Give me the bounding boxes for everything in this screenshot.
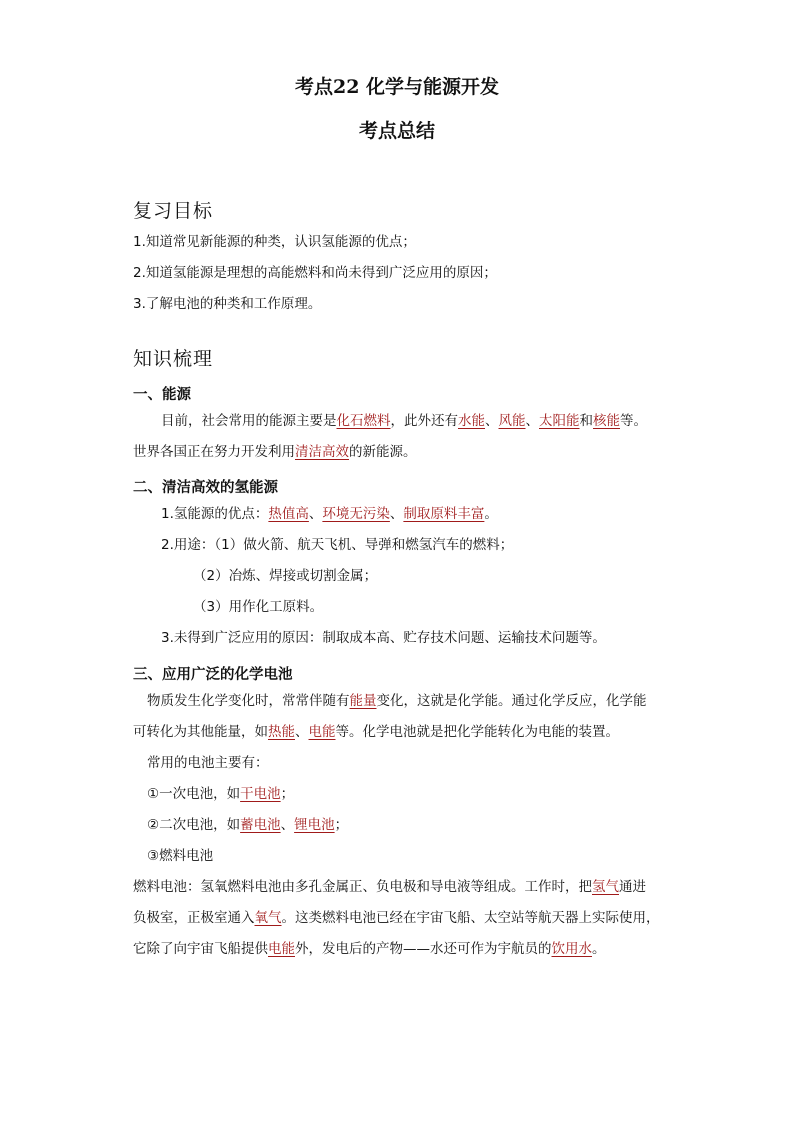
review-item-1: 1.知道常见新能源的种类，认识氢能源的优点；: [133, 234, 416, 250]
section-3-line-1: [147, 695, 647, 709]
section-3-line-2: [133, 726, 619, 740]
text-run: 目前，社会常用的能源主要是: [161, 413, 337, 429]
answer-blank: 风能: [498, 413, 526, 429]
section-3-line-8: [133, 912, 660, 926]
section-3-line-3: 常用的电池主要有：: [147, 755, 269, 771]
text-run: 、: [485, 413, 499, 429]
answer-blank: 热值高: [268, 506, 309, 522]
section-3-line-9: [133, 943, 606, 957]
review-heading: 复习目标: [133, 200, 214, 222]
text-run: 负极室，正极室通入: [133, 910, 255, 926]
section-1-line-2: [133, 446, 417, 460]
knowledge-heading: 知识梳理: [133, 348, 214, 370]
text-run: 变化，这就是化学能。通过化学反应，化学能: [376, 693, 647, 709]
answer-blank: 热能: [268, 724, 295, 740]
section-3-line-5: [147, 819, 348, 833]
answer-blank: 饮用水: [551, 941, 592, 957]
section-1-heading: 一、能源: [133, 387, 191, 403]
answer-blank: 锂电池: [294, 817, 335, 833]
section-2-line-2: 2.用途：（1）做火箭、航天飞机、导弹和燃氢汽车的燃料；: [161, 537, 514, 553]
section-3-heading: 三、应用广泛的化学电池: [133, 667, 293, 683]
section-3-line-7: [133, 881, 646, 895]
text-run: ，此外还有: [390, 413, 458, 429]
text-run: 。: [592, 941, 606, 957]
answer-blank: 能量: [349, 693, 377, 709]
text-run: 燃料电池：氢氧燃料电池由多孔金属正、负电极和导电液等组成。工作时，把: [133, 879, 592, 895]
answer-blank: 电能: [308, 724, 336, 740]
answer-blank: 干电池: [240, 786, 281, 802]
review-item-3: 3.了解电池的种类和工作原理。: [133, 296, 322, 312]
text-run: 它除了向宇宙飞船提供: [133, 941, 268, 957]
answer-blank: 核能: [593, 413, 620, 429]
text-run: 世界各国正在努力开发利用: [133, 444, 295, 460]
section-2-line-4: （3）用作化工原料。: [193, 599, 324, 615]
text-run: 等。: [620, 413, 647, 429]
text-run: 。: [484, 506, 498, 522]
answer-blank: 太阳能: [539, 413, 580, 429]
answer-blank: 制取原料丰富: [403, 506, 485, 522]
text-run: 外，发电后的产物——水还可作为宇航员的: [295, 941, 552, 957]
text-run: 、: [308, 506, 323, 522]
text-run: 和: [579, 413, 593, 429]
section-3-line-6: ③燃料电池: [147, 848, 214, 864]
text-run: 。这类燃料电池已经在宇宙飞船、太空站等航天器上实际使用，: [281, 910, 660, 926]
answer-blank: 水能: [458, 413, 485, 429]
section-1-line-1: [161, 415, 647, 429]
text-run: ；: [280, 786, 295, 802]
document-title: 考点22 化学与能源开发: [294, 76, 500, 98]
answer-blank: 氧气: [254, 910, 282, 926]
text-run: 通进: [619, 879, 646, 895]
review-item-2: 2.知道氢能源是理想的高能燃料和尚未得到广泛应用的原因；: [133, 265, 497, 281]
text-run: ；: [334, 817, 349, 833]
text-run: ①一次电池，如: [147, 786, 241, 802]
text-run: 1.氢能源的优点：: [161, 506, 269, 522]
answer-blank: 环境无污染: [322, 506, 390, 522]
text-run: 物质发生化学变化时，常常伴随有: [147, 693, 350, 709]
answer-blank: 氢气: [592, 879, 619, 895]
text-run: 的新能源。: [349, 444, 417, 460]
section-2-line-3: （2）冶炼、焊接或切割金属；: [193, 568, 378, 584]
text-run: 等。化学电池就是把化学能转化为电能的装置。: [335, 724, 619, 740]
text-run: 、: [525, 413, 539, 429]
answer-blank: 清洁高效: [295, 444, 349, 460]
text-run: ②二次电池，如: [147, 817, 241, 833]
text-run: 、: [280, 817, 295, 833]
answer-blank: 电能: [268, 941, 295, 957]
section-2-line-1: [161, 508, 498, 522]
text-run: 、: [295, 724, 309, 740]
section-2-line-5: 3.未得到广泛应用的原因：制取成本高、贮存技术问题、运输技术问题等。: [161, 630, 606, 646]
section-3-line-4: [147, 788, 294, 802]
document-subtitle: 考点总结: [358, 120, 435, 142]
answer-blank: 化石燃料: [336, 413, 391, 429]
answer-blank: 蓄电池: [240, 817, 281, 833]
section-2-heading: 二、清洁高效的氢能源: [133, 480, 278, 496]
text-run: 可转化为其他能量，如: [133, 724, 268, 740]
text-run: 、: [389, 506, 404, 522]
